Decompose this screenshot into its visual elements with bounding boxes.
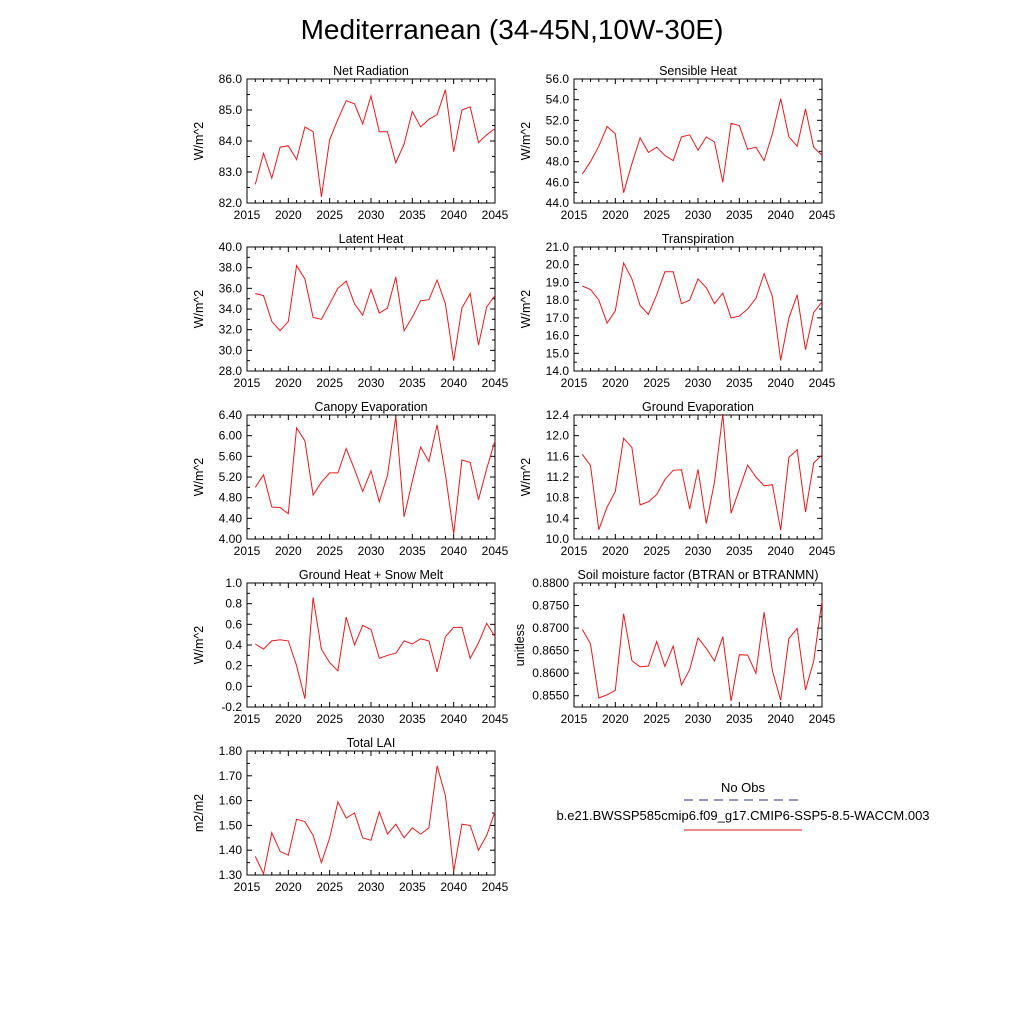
y-tick-label: 6.00 <box>218 428 242 443</box>
series-line <box>255 417 495 534</box>
y-axis-label: unitless <box>513 623 527 667</box>
x-tick-label: 2015 <box>560 712 588 726</box>
x-tick-label: 2015 <box>233 712 261 726</box>
x-tick-label: 2015 <box>233 544 261 558</box>
y-tick-label: 12.4 <box>545 408 569 422</box>
y-tick-label: 86.0 <box>218 72 242 86</box>
x-tick-label: 2025 <box>316 544 344 558</box>
y-tick-label: 0.2 <box>225 658 242 673</box>
y-tick-label: 15.0 <box>545 346 569 361</box>
y-tick-label: 48.0 <box>545 154 569 169</box>
x-tick-label: 2025 <box>643 376 671 390</box>
x-tick-label: 2020 <box>274 712 302 726</box>
x-tick-label: 2035 <box>398 712 426 726</box>
series-line <box>582 99 822 193</box>
y-tick-label: 6.40 <box>218 408 242 422</box>
y-tick-label: 30.0 <box>218 343 242 358</box>
chart-panel <box>192 232 509 390</box>
x-tick-label: 2035 <box>398 544 426 558</box>
chart-title: Sensible Heat <box>659 64 737 78</box>
chart-title: Canopy Evaporation <box>314 400 428 414</box>
x-tick-label: 2045 <box>481 712 509 726</box>
chart-title: Latent Heat <box>338 232 404 246</box>
chart-panel <box>192 736 509 894</box>
series-line <box>255 266 495 361</box>
y-tick-label: 36.0 <box>218 281 242 296</box>
y-tick-label: 10.0 <box>545 532 569 546</box>
y-tick-label: 17.0 <box>545 310 569 325</box>
chart-title: Total LAI <box>346 736 396 750</box>
y-tick-label: 0.8650 <box>532 643 569 658</box>
y-axis-label: W/m^2 <box>519 121 533 161</box>
y-tick-label: 0.8800 <box>532 576 569 590</box>
y-tick-label: 11.2 <box>546 470 569 484</box>
y-tick-label: -0.2 <box>221 700 242 714</box>
x-tick-label: 2045 <box>808 544 836 558</box>
plot-frame <box>247 583 495 707</box>
x-tick-label: 2030 <box>357 880 385 894</box>
y-axis-label: W/m^2 <box>192 289 206 329</box>
x-tick-label: 2045 <box>808 376 836 390</box>
x-tick-label: 2040 <box>440 712 468 726</box>
y-tick-label: 5.20 <box>218 470 242 484</box>
chart-title: Ground Evaporation <box>642 400 754 414</box>
y-tick-label: 0.8600 <box>532 666 569 681</box>
series-line <box>255 766 495 874</box>
y-tick-label: 18.0 <box>545 293 569 308</box>
plot-frame <box>574 247 822 371</box>
legend-label-no-obs: No Obs <box>720 780 766 795</box>
y-tick-label: 20.0 <box>545 257 569 272</box>
y-tick-label: 0.8750 <box>532 598 569 613</box>
y-tick-label: 10.8 <box>545 490 569 505</box>
y-tick-label: 0.6 <box>225 617 242 632</box>
chart-title: Ground Heat + Snow Melt <box>298 568 444 582</box>
y-axis-label: m2/m2 <box>192 793 206 833</box>
x-tick-label: 2035 <box>398 880 426 894</box>
x-tick-label: 2035 <box>725 208 753 222</box>
x-tick-label: 2035 <box>725 544 753 558</box>
y-tick-label: 83.0 <box>218 165 242 179</box>
y-tick-label: 1.30 <box>218 868 242 882</box>
x-tick-label: 2015 <box>233 208 261 222</box>
y-tick-label: 11.6 <box>546 449 569 464</box>
x-tick-label: 2035 <box>725 712 753 726</box>
x-tick-label: 2025 <box>643 544 671 558</box>
y-tick-label: 5.60 <box>218 449 242 464</box>
series-line <box>255 90 495 197</box>
x-tick-label: 2040 <box>440 880 468 894</box>
y-tick-label: 34.0 <box>218 302 242 316</box>
chart-panel <box>192 568 509 726</box>
y-tick-label: 1.0 <box>225 576 242 590</box>
x-tick-label: 2045 <box>481 544 509 558</box>
chart-panel <box>519 64 836 222</box>
x-tick-label: 2020 <box>601 376 629 390</box>
y-tick-label: 38.0 <box>218 260 242 275</box>
y-tick-label: 82.0 <box>218 196 242 210</box>
x-tick-label: 2020 <box>601 712 629 726</box>
y-tick-label: 1.70 <box>218 768 242 783</box>
chart-panel <box>513 568 836 726</box>
chart-panel <box>519 400 836 558</box>
x-tick-label: 2040 <box>767 208 795 222</box>
y-tick-label: 1.80 <box>218 744 242 758</box>
x-tick-label: 2040 <box>440 208 468 222</box>
plot-frame <box>574 583 822 707</box>
x-tick-label: 2045 <box>481 208 509 222</box>
x-tick-label: 2040 <box>767 544 795 558</box>
chart-title: Transpiration <box>661 232 735 246</box>
x-tick-label: 2020 <box>274 376 302 390</box>
y-tick-label: 10.4 <box>545 511 569 526</box>
y-axis-label: W/m^2 <box>519 457 533 497</box>
x-tick-label: 2030 <box>684 208 712 222</box>
x-tick-label: 2015 <box>560 376 588 390</box>
series-line <box>582 601 822 701</box>
y-tick-label: 0.0 <box>225 679 242 694</box>
x-tick-label: 2040 <box>767 712 795 726</box>
x-tick-label: 2045 <box>481 880 509 894</box>
y-tick-label: 0.8550 <box>532 688 569 703</box>
x-tick-label: 2040 <box>440 376 468 390</box>
series-line <box>582 263 822 361</box>
x-tick-label: 2030 <box>357 712 385 726</box>
y-tick-label: 19.0 <box>545 275 569 290</box>
y-tick-label: 4.40 <box>218 511 242 526</box>
series-line <box>255 598 495 699</box>
x-tick-label: 2015 <box>560 208 588 222</box>
x-tick-label: 2020 <box>274 208 302 222</box>
series-line <box>582 414 822 530</box>
y-tick-label: 0.8 <box>225 596 242 611</box>
x-tick-label: 2040 <box>440 544 468 558</box>
y-tick-label: 44.0 <box>545 196 569 210</box>
x-tick-label: 2025 <box>316 376 344 390</box>
chart-title: Soil moisture factor (BTRAN or BTRANMN) <box>577 568 819 582</box>
x-tick-label: 2040 <box>767 376 795 390</box>
chart-panel <box>519 232 836 390</box>
y-tick-label: 85.0 <box>218 103 242 117</box>
x-tick-label: 2015 <box>233 376 261 390</box>
x-tick-label: 2045 <box>808 208 836 222</box>
y-axis-label: W/m^2 <box>519 289 533 329</box>
y-tick-label: 1.60 <box>218 793 242 808</box>
x-tick-label: 2045 <box>481 376 509 390</box>
y-axis-label: W/m^2 <box>192 625 206 665</box>
y-tick-label: 0.8700 <box>532 621 569 636</box>
plot-frame <box>574 79 822 203</box>
chart-title: Net Radiation <box>333 64 409 78</box>
x-tick-label: 2015 <box>560 544 588 558</box>
y-tick-label: 1.50 <box>218 818 242 833</box>
x-tick-label: 2035 <box>398 376 426 390</box>
y-tick-label: 4.00 <box>218 532 242 546</box>
x-tick-label: 2030 <box>684 544 712 558</box>
y-axis-label: W/m^2 <box>192 121 206 161</box>
x-tick-label: 2020 <box>274 544 302 558</box>
y-tick-label: 16.0 <box>545 328 569 343</box>
y-tick-label: 12.0 <box>545 428 569 443</box>
x-tick-label: 2035 <box>725 376 753 390</box>
chart-panel <box>192 64 509 222</box>
x-tick-label: 2030 <box>357 208 385 222</box>
page-title: Mediterranean (34-45N,10W-30E) <box>300 14 724 45</box>
legend-label-model: b.e21.BWSSP585cmip6.f09_g17.CMIP6-SSP5-8.5-WACCM.003 <box>556 808 930 823</box>
x-tick-label: 2045 <box>808 712 836 726</box>
y-tick-label: 40.0 <box>218 240 242 254</box>
plot-frame <box>574 415 822 539</box>
y-tick-label: 14.0 <box>545 364 569 378</box>
y-tick-label: 4.80 <box>218 490 242 505</box>
plot-frame <box>247 751 495 875</box>
y-axis-label: W/m^2 <box>192 457 206 497</box>
x-tick-label: 2025 <box>643 208 671 222</box>
y-tick-label: 28.0 <box>218 364 242 378</box>
y-tick-label: 46.0 <box>545 175 569 190</box>
y-tick-label: 50.0 <box>545 134 569 148</box>
x-tick-label: 2025 <box>316 880 344 894</box>
x-tick-label: 2030 <box>684 712 712 726</box>
plot-frame <box>247 415 495 539</box>
y-tick-label: 56.0 <box>545 72 569 86</box>
x-tick-label: 2020 <box>601 208 629 222</box>
x-tick-label: 2020 <box>274 880 302 894</box>
y-tick-label: 32.0 <box>218 322 242 337</box>
x-tick-label: 2030 <box>357 376 385 390</box>
y-tick-label: 1.40 <box>218 843 242 858</box>
x-tick-label: 2020 <box>601 544 629 558</box>
x-tick-label: 2025 <box>316 208 344 222</box>
plot-frame <box>247 247 495 371</box>
x-tick-label: 2030 <box>357 544 385 558</box>
x-tick-label: 2025 <box>316 712 344 726</box>
y-tick-label: 52.0 <box>545 113 569 128</box>
x-tick-label: 2030 <box>684 376 712 390</box>
x-tick-label: 2035 <box>398 208 426 222</box>
x-tick-label: 2025 <box>643 712 671 726</box>
y-tick-label: 84.0 <box>218 134 242 148</box>
y-tick-label: 54.0 <box>545 92 569 107</box>
y-tick-label: 0.4 <box>225 638 242 652</box>
x-tick-label: 2015 <box>233 880 261 894</box>
chart-panel <box>192 400 509 558</box>
y-tick-label: 21.0 <box>545 240 569 254</box>
